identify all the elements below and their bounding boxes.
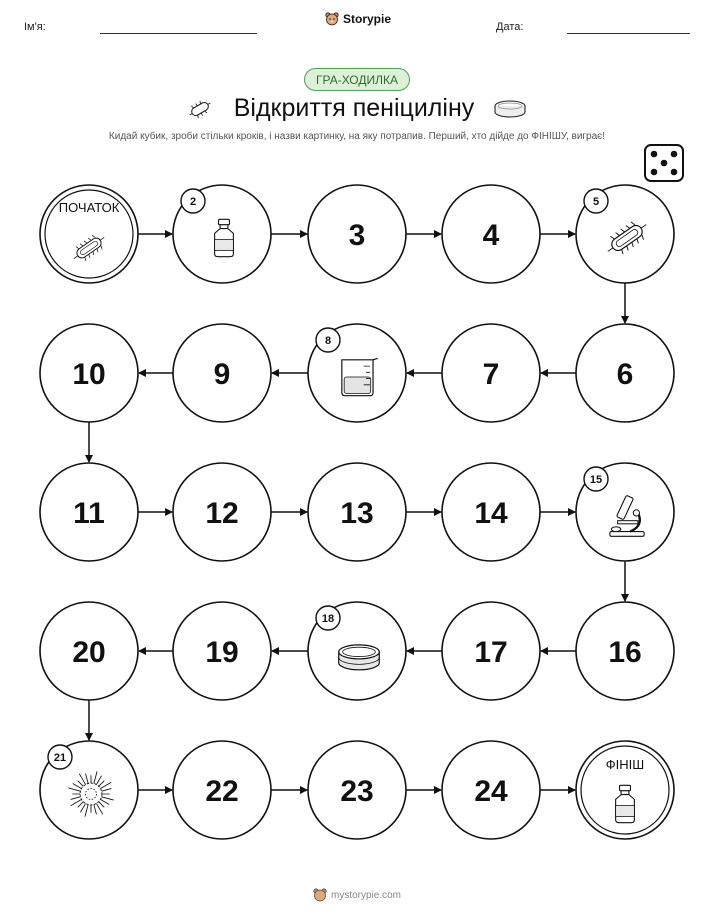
- footer-url: mystorypie.com: [330, 889, 401, 901]
- cell-number: 2: [189, 196, 197, 208]
- cell-number-badge: [316, 606, 340, 630]
- cell-number: 11: [73, 497, 105, 530]
- cell-number: 23: [340, 775, 374, 808]
- board-cell-3: [308, 185, 406, 283]
- board-cell-10: [40, 324, 138, 422]
- cell-number: 12: [205, 497, 239, 530]
- date-label: Дата:: [496, 21, 524, 33]
- cell-number: 22: [205, 775, 239, 808]
- cell-number: 24: [474, 775, 508, 808]
- board-cell-22: [173, 741, 271, 839]
- board-cells: [40, 185, 674, 839]
- board-cell-17: [442, 602, 540, 700]
- board-cell-1: [40, 185, 138, 283]
- board-cell-13: [308, 463, 406, 561]
- petri-dish-icon: [339, 645, 380, 670]
- cell-number: 3: [348, 219, 366, 252]
- cell-number: 4: [482, 219, 500, 252]
- board-cell-23: [308, 741, 406, 839]
- cell-number: 17: [474, 636, 508, 669]
- beaker-icon: [342, 358, 378, 395]
- cell-number: 14: [474, 497, 508, 530]
- cell-number-badge: [181, 189, 205, 213]
- board-cell-24: [442, 741, 540, 839]
- cell-number: 16: [608, 636, 642, 669]
- board-cell-2: [173, 185, 271, 283]
- cell-number: 15: [589, 474, 603, 486]
- cell-number: 13: [340, 497, 374, 530]
- start-label: ПОЧАТОК: [58, 200, 120, 215]
- board-cell-25: [576, 741, 674, 839]
- cell-number: 7: [482, 358, 500, 391]
- board-cell-18: [308, 602, 406, 700]
- cell-number-badge: [584, 467, 608, 491]
- cell-number: 18: [321, 613, 335, 625]
- board-cell-8: [308, 324, 406, 422]
- board-cell-14: [442, 463, 540, 561]
- game-type-badge: ГРА-ХОДИЛКА: [304, 68, 410, 91]
- board-cell-15: [576, 463, 674, 561]
- board-cell-9: [173, 324, 271, 422]
- cell-number: 20: [72, 636, 106, 669]
- cell-number-badge: [48, 745, 72, 769]
- cell-number: 9: [213, 358, 231, 391]
- cell-number: 19: [205, 636, 239, 669]
- brand-name: Storypie: [343, 12, 392, 26]
- board-cell-16: [576, 602, 674, 700]
- finish-label: ФІНІШ: [605, 757, 645, 772]
- cell-number: 5: [592, 196, 600, 208]
- bear-footer-icon: [313, 888, 327, 902]
- title-text: Відкриття пеніциліну: [233, 94, 475, 122]
- cell-number: 10: [72, 358, 106, 391]
- cell-number-badge: [316, 328, 340, 352]
- cell-number: 21: [53, 752, 67, 764]
- board-cell-6: [576, 324, 674, 422]
- board-cell-11: [40, 463, 138, 561]
- board-cell-7: [442, 324, 540, 422]
- cell-number: 6: [616, 358, 634, 391]
- board-cell-19: [173, 602, 271, 700]
- cell-number-badge: [584, 189, 608, 213]
- board-cell-4: [442, 185, 540, 283]
- board-cell-20: [40, 602, 138, 700]
- footer: [0, 888, 714, 902]
- board-cell-5: [576, 185, 674, 283]
- cell-number: 8: [324, 335, 332, 347]
- name-label: Ім'я:: [24, 21, 46, 33]
- board-cell-12: [173, 463, 271, 561]
- board-cell-21: [40, 741, 138, 839]
- instructions-text: Кидай кубик, зроби стільки кроків, і назви картинку, на яку потрапив. Перший, хто дійде до ФІНІШУ, виграє!: [108, 131, 606, 142]
